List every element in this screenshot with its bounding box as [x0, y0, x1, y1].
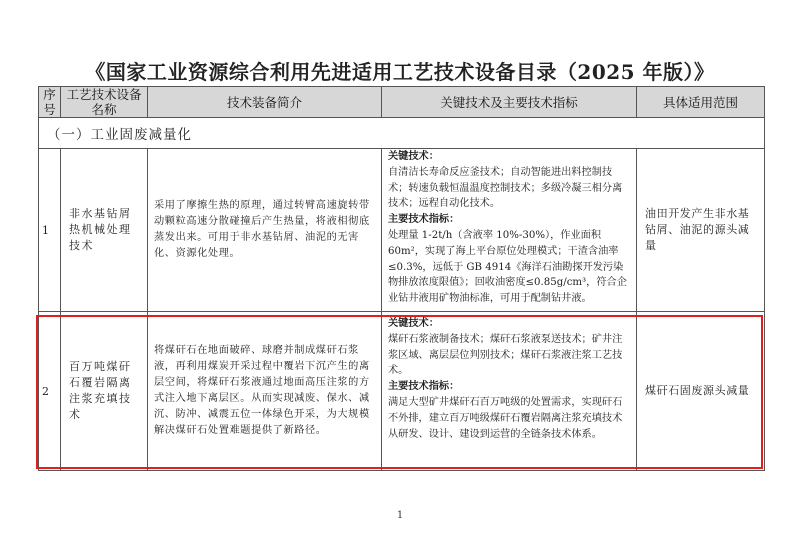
key-tech-label: 关键技术：: [388, 317, 439, 329]
row-key-tech: [382, 312, 637, 471]
table-row: [39, 312, 765, 471]
technology-catalog-table: [38, 86, 765, 471]
header-scope: 具体适用范围: [637, 87, 765, 118]
table-row: [39, 149, 765, 312]
row-scope: 煤矸石固废源头减量: [637, 312, 765, 471]
indicator-text: 满足大型矿井煤矸石百万吨级的处置需求，实现矸石不外排，建立百万吨级煤矸石覆岩隔离注浆充填技术从研发、设计、建设到运营的全链条技术体系。: [388, 396, 623, 440]
key-tech-text: 自清洁长寿命反应釜技术；自动智能进出料控制技术；转速负载恒温温度控制技术；多级冷凝三相分离技术；远程自动化技术。: [388, 166, 623, 210]
indicator-label: 主要技术指标：: [388, 380, 460, 393]
section-row: [39, 118, 765, 149]
document-title: 《国家工业资源综合利用先进适用工艺技术设备目录（2025 年版）》: [85, 60, 715, 84]
row-name: 百万吨煤矸石覆岩隔离注浆充填技术: [61, 312, 148, 471]
indicator-label: 主要技术指标：: [388, 213, 460, 226]
row-key-tech: [382, 149, 637, 312]
header-name: 工艺技术设备名称: [61, 87, 148, 118]
key-tech-text: 煤矸石浆液制备技术；煤矸石浆液泵送技术；矿井注浆区域、离层层位判别技术；煤矸石浆液注浆工艺技术。: [388, 333, 623, 377]
header-intro: 技术装备简介: [148, 87, 382, 118]
table-header-row: [39, 87, 765, 118]
row-seq: 1: [39, 149, 61, 312]
page-number: 1: [396, 510, 404, 521]
row-name: 非水基钻屑热机械处理技术: [61, 149, 148, 312]
row-intro: 采用了摩擦生热的原理，通过转臂高速旋转带动颗粒高速分散碰撞后产生热量，将液相彻底蒸发出来。可用于非水基钻屑、油泥的无害化、资源化处理。: [148, 149, 382, 312]
indicator-text: 处理量 1-2t/h（含液率 10%-30%），作业面积 60m²，实现了海上平台原位处理模式；干渣含油率≤0.3%，远低于 GB 4914《海洋石油勘探开发污染物排放浓度限值》；回收油密度≤0.85g/cm³，符合企业钻井液用矿物油标准，可用于配制钻井液。: [388, 229, 627, 305]
header-seq: 序号: [39, 87, 61, 118]
key-tech-label: 关键技术：: [388, 150, 439, 162]
section-title: （一）工业固废减量化: [39, 118, 765, 149]
row-scope: 油田开发产生非水基钻屑、油泥的源头减量: [637, 149, 765, 312]
row-intro: 将煤矸石在地面破碎、球磨并制成煤矸石浆液，再利用煤炭开采过程中覆岩下沉产生的离层空间，将煤矸石浆液通过地面高压注浆的方式注入地下离层区。从而实现减废、保水、减沉、防冲、减震五位一体绿色开采，为大规模解决煤矸石处置难题提供了新路径。: [148, 312, 382, 471]
row-seq: 2: [39, 312, 61, 471]
header-key-tech: 关键技术及主要技术指标: [382, 87, 637, 118]
